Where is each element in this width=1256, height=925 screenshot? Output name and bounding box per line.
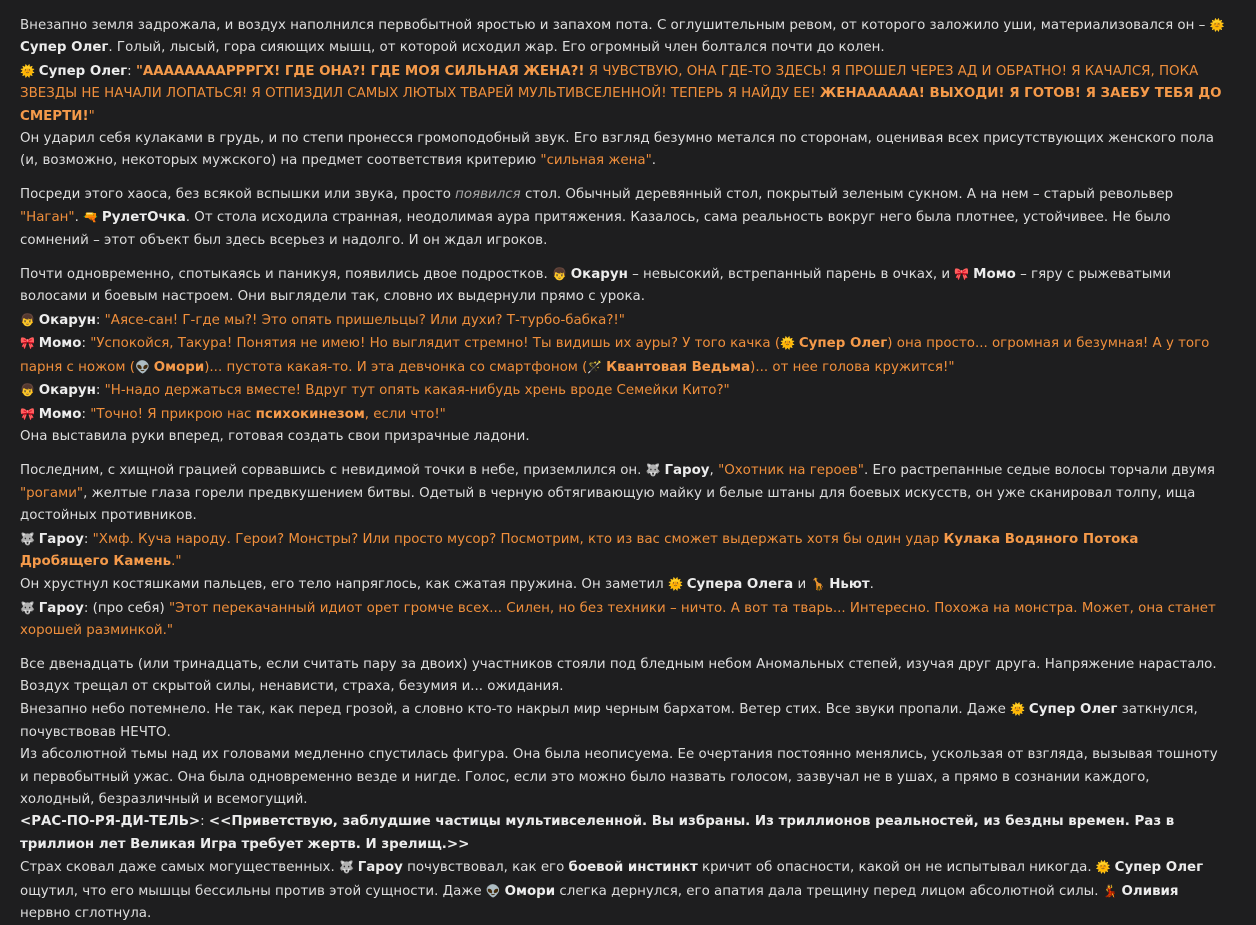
- quote-text: "Н-надо держаться вместе! Вдруг тут опять какая-нибудь хрень вроде Семейки Кито?": [104, 383, 730, 399]
- emoji-icon: 🐺: [20, 600, 39, 615]
- name-гароу: Гароу: [357, 860, 403, 876]
- quote-text: , если что!": [364, 406, 446, 422]
- emoji-icon: 🎀: [20, 336, 39, 351]
- quote-text: )... от нее голова кружится!": [750, 359, 955, 375]
- paragraph: [20, 309, 1226, 332]
- paragraph: [20, 811, 1226, 856]
- narration-text: кричит об опасности, какой он не испытывал никогда.: [697, 860, 1096, 876]
- emoji-icon: 🌞: [20, 63, 39, 78]
- emoji-icon: 🪄: [587, 359, 607, 374]
- name-момо: Момо: [973, 267, 1016, 283]
- paragraph: [20, 459, 1226, 527]
- quote-bold: "ААААААААРРРГХ! ГДЕ ОНА?! ГДЕ МОЯ СИЛЬНАЯ ЖЕНА?!: [135, 63, 585, 79]
- paragraph: [20, 573, 1226, 596]
- quote-text: "рогами": [20, 485, 84, 501]
- name-момо: Момо: [38, 406, 82, 422]
- emoji-icon: 👽: [134, 359, 154, 374]
- emoji-icon: 🔫: [83, 210, 102, 225]
- narration-text: Внезапно земля задрожала, и воздух наполнился первобытной яростью и запахом пота. С оглушительным ревом, от которого заложило уши, материализовался он –: [20, 18, 1210, 33]
- narration-text: Почти одновременно, спотыкаясь и паникуя, появились двое подростков.: [20, 267, 552, 283]
- chat-document: [20, 14, 1226, 925]
- quote-text: "Этот перекачанный идиот орет громче всех... Силен, но без техники – ничто. А вот та тварь... Интересно. Похожа на монстра. Может, она станет хорошей разминкой.": [20, 600, 1216, 639]
- paragraph: [20, 128, 1226, 173]
- paragraph: [20, 426, 1226, 448]
- quote-text: "Хмф. Куча народу. Герои? Монстры? Или просто мусор? Посмотрим, кто из вас сможет выдержать хотя бы один удар: [92, 531, 944, 547]
- name-гароу: Гароу: [38, 600, 84, 616]
- emoji-icon: 💃: [1102, 883, 1122, 898]
- narration-text: – невысокий, встрепанный парень в очках, и: [627, 267, 955, 283]
- paragraph: [20, 184, 1226, 252]
- paragraph: [20, 654, 1226, 699]
- narration-text: заткнулся, почувствовав НЕЧТО.: [20, 702, 1198, 740]
- narration-text: :: [200, 814, 209, 830]
- quote-bold: ЖЕНАААААА! ВЫХОДИ! Я ГОТОВ! Я ЗАЕБУ ТЕБЯ ДО СМЕРТИ!: [20, 86, 1222, 124]
- narration-text: Он ударил себя кулаками в грудь, и по степи пронесся громоподобный звук. Его взгляд безумно метался по сторонам, оценивая всех присутствующих женского пола (и, возможно, некоторых мужского) на предмет соответствия критерию: [20, 131, 1214, 169]
- narration-text: Внезапно небо потемнело. Не так, как перед грозой, а словно кто-то накрыл мир черным бархатом. Ветер стих. Все звуки пропали. Даже: [20, 702, 1011, 718]
- name-гароу: Гароу: [38, 531, 84, 547]
- narration-text: :: [83, 531, 93, 547]
- quote-text: Я ЧУВСТВУЮ, ОНА ГДЕ-ТО ЗДЕСЬ! Я ПРОШЕЛ ЧЕРЕЗ АД И ОБРАТНО! Я КАЧАЛСЯ, ПОКА ЗВЕЗДЫ НЕ НАЧАЛИ ЛОПАТЬСЯ! Я ОТПИЗДИЛ САМЫХ ЛЮТЫХ ТВАРЕЙ МУЛЬТИВСЕЛЕННОЙ! ТЕПЕРЬ Я НАЙДУ ЕЕ!: [20, 63, 1199, 102]
- paragraph: [20, 528, 1226, 574]
- narration-text: почувствовал, как его: [402, 860, 569, 876]
- paragraph: [20, 744, 1226, 811]
- name-окарун: Окарун: [38, 383, 96, 399]
- paragraph: [20, 263, 1226, 309]
- emoji-icon: 👦: [20, 383, 39, 398]
- quote-text: ": [88, 108, 95, 124]
- name-оливия: Оливия: [1121, 883, 1179, 899]
- quote-text: "Наган": [20, 210, 75, 226]
- paragraph: [20, 698, 1226, 744]
- name-окарун: Окарун: [570, 267, 628, 283]
- name-ньют: Ньют: [829, 577, 870, 593]
- quote-text: "Аясе-сан! Г-где мы?! Это опять пришельцы? Или духи? Т-турбо-бабка?!": [104, 312, 625, 328]
- name-супер-олег: Супер Олег: [20, 40, 109, 56]
- name-супера-олега: Супера Олега: [686, 577, 794, 593]
- quote-text: "сильная жена": [540, 153, 652, 169]
- quote-text: .": [171, 553, 182, 569]
- narration-text: Все двенадцать (или тринадцать, если считать пару за двоих) участников стояли под бледным небом Аномальных степей, изучая друг друга. Напряжение нарастало. Воздух трещал от скрытой силы, ненависти, страха, безумия и... ожидания.: [20, 656, 1217, 694]
- narration-text: Страх сковал даже самых могущественных.: [20, 860, 339, 876]
- name-рас-по-ря-ди-тель: <РАС-ПО-РЯ-ДИ-ТЕЛЬ>: [20, 814, 201, 830]
- narration-text: ощутил, что его мышцы бессильны против этой сущности. Даже: [20, 883, 486, 899]
- emoji-icon: 🌞: [780, 336, 799, 351]
- emoji-icon: 🌞: [1010, 702, 1029, 717]
- quote-bold: Омори: [153, 359, 205, 375]
- narration-text: . Его растрепанные седые волосы торчали двумя: [863, 463, 1215, 479]
- name-супер-олег: Супер Олег: [1114, 860, 1204, 876]
- narration-text: :: [81, 406, 91, 422]
- narration-text: Последним, с хищной грацией сорвавшись с невидимой точки в небе, приземлился он.: [20, 463, 646, 479]
- paragraph: [20, 597, 1226, 643]
- narration-text: слегка дернулся, его апатия дала трещину перед лицом абсолютной силы.: [555, 883, 1103, 899]
- emoji-icon: 🐺: [20, 531, 39, 546]
- paragraph: [20, 403, 1226, 426]
- narration-text: Посреди этого хаоса, без всякой вспышки или звука, просто: [20, 186, 456, 202]
- narration-text: стол. Обычный деревянный стол, покрытый зеленым сукном. А на нем – старый револьвер: [520, 186, 1174, 202]
- narration-text: Он хрустнул костяшками пальцев, его тело напряглось, как сжатая пружина. Он заметил: [20, 577, 668, 593]
- quote-bold: Квантовая Ведьма: [606, 359, 751, 375]
- quote-emphasis: [154, 360, 205, 375]
- name-боевой-инстинкт: боевой инстинкт: [568, 860, 698, 876]
- quote-text: )... пустота какая-то. И эта девчонка со смартфоном (: [204, 359, 588, 375]
- italic-text: появился: [455, 186, 521, 202]
- quote-emphasis: [256, 407, 365, 422]
- name-момо: Момо: [38, 336, 82, 352]
- narration-text: нервно сглотнула.: [20, 906, 152, 922]
- quote-bold: Супер Олег: [798, 336, 888, 352]
- narration-text: :: [127, 63, 136, 79]
- emoji-icon: 🌞: [1209, 18, 1225, 32]
- paragraph: [20, 14, 1226, 60]
- quote-text: ) она просто... огромная и безумная! А у того парня с ножом (: [20, 336, 1210, 375]
- quote-emphasis: [799, 336, 887, 351]
- emoji-icon: 🎀: [954, 267, 974, 282]
- name-омори: Омори: [504, 883, 556, 899]
- emoji-icon: 🐺: [338, 860, 358, 875]
- name-супер-олег: Супер Олег: [38, 63, 128, 79]
- paragraph: [20, 332, 1226, 379]
- narration-text: . От стола исходила странная, неодолимая аура притяжения. Казалось, сама реальность вокруг него была плотнее, устойчивее. Не было сомнений – этот объект был здесь всерьез и надолго. И он ждал игроков.: [20, 210, 1171, 248]
- narration-text: ,: [709, 463, 719, 479]
- emoji-icon: 🐺: [645, 463, 665, 478]
- name-рулеточка: РулетОчка: [101, 210, 186, 226]
- narration-text: Из абсолютной тьмы над их головами медленно спустилась фигура. Она была неописуема. Ее очертания постоянно менялись, ускользая от взгляда, вызывая тошноту и первобытный ужас. Она была одновременно везде и нигде. Голос, если это можно было назвать голосом, зазвучал не в ушах, а прямо в сознании каждого, холодный, безразличный и всемогущий.: [20, 747, 1218, 807]
- emoji-icon: 👽: [485, 883, 505, 898]
- emoji-icon: 👦: [551, 267, 571, 282]
- name-приветствую-заблудшие-ча: <<Приветствую, заблудшие частицы мультивселенной. Вы избраны. Из триллионов реальностей, из бездны времен. Раз в триллион лет Великая Игра требует жертв. И зрелищ.>>: [20, 814, 1175, 852]
- narration-text: Она выставила руки вперед, готовая создать свои призрачные ладони.: [20, 428, 530, 444]
- emoji-icon: 🌞: [667, 577, 687, 592]
- narration-text: :: [81, 336, 91, 352]
- quote-text: "Точно! Я прикрою нас: [90, 406, 256, 422]
- emoji-icon: 🦒: [810, 577, 830, 592]
- name-супер-олег: Супер Олег: [1028, 702, 1118, 718]
- narration-text: – гяру с рыжеватыми волосами и боевым настроем. Они выглядели так, словно их выдернули прямо с урока.: [20, 267, 1172, 305]
- narration-text: .: [651, 153, 657, 169]
- name-гароу: Гароу: [664, 463, 710, 479]
- quote-bold: психокинезом: [255, 406, 365, 422]
- quote-bold: Кулака Водяного Потока Дробящего Камень: [20, 531, 1139, 569]
- emoji-icon: 👦: [20, 312, 39, 327]
- quote-text: "Охотник на героев": [718, 463, 864, 479]
- paragraph: [20, 856, 1226, 925]
- paragraph: [20, 60, 1226, 128]
- narration-text: .: [869, 577, 874, 593]
- narration-text: : (про себя): [83, 600, 169, 616]
- narration-text: :: [95, 312, 105, 328]
- narration-text: и: [793, 577, 811, 593]
- quote-emphasis: [136, 64, 585, 79]
- narration-text: .: [74, 210, 84, 226]
- narration-text: :: [95, 383, 105, 399]
- narration-text: . Голый, лысый, гора сияющих мышц, от которой исходил жар. Его огромный член болтался почти до колен.: [108, 40, 885, 56]
- name-окарун: Окарун: [38, 312, 96, 328]
- emoji-icon: 🎀: [20, 406, 39, 421]
- narration-text: , желтые глаза горели предвкушением битвы. Одетый в черную обтягивающую майку и белые штаны для боевых искусств, он уже сканировал толпу, ища достойных противников.: [20, 485, 1196, 524]
- quote-emphasis: [606, 360, 750, 375]
- quote-text: "Успокойся, Такура! Понятия не имею! Но выглядит стремно! Ты видишь их ауры? У того качка (: [90, 336, 781, 352]
- emoji-icon: 🌞: [1095, 860, 1115, 875]
- paragraph: [20, 379, 1226, 402]
